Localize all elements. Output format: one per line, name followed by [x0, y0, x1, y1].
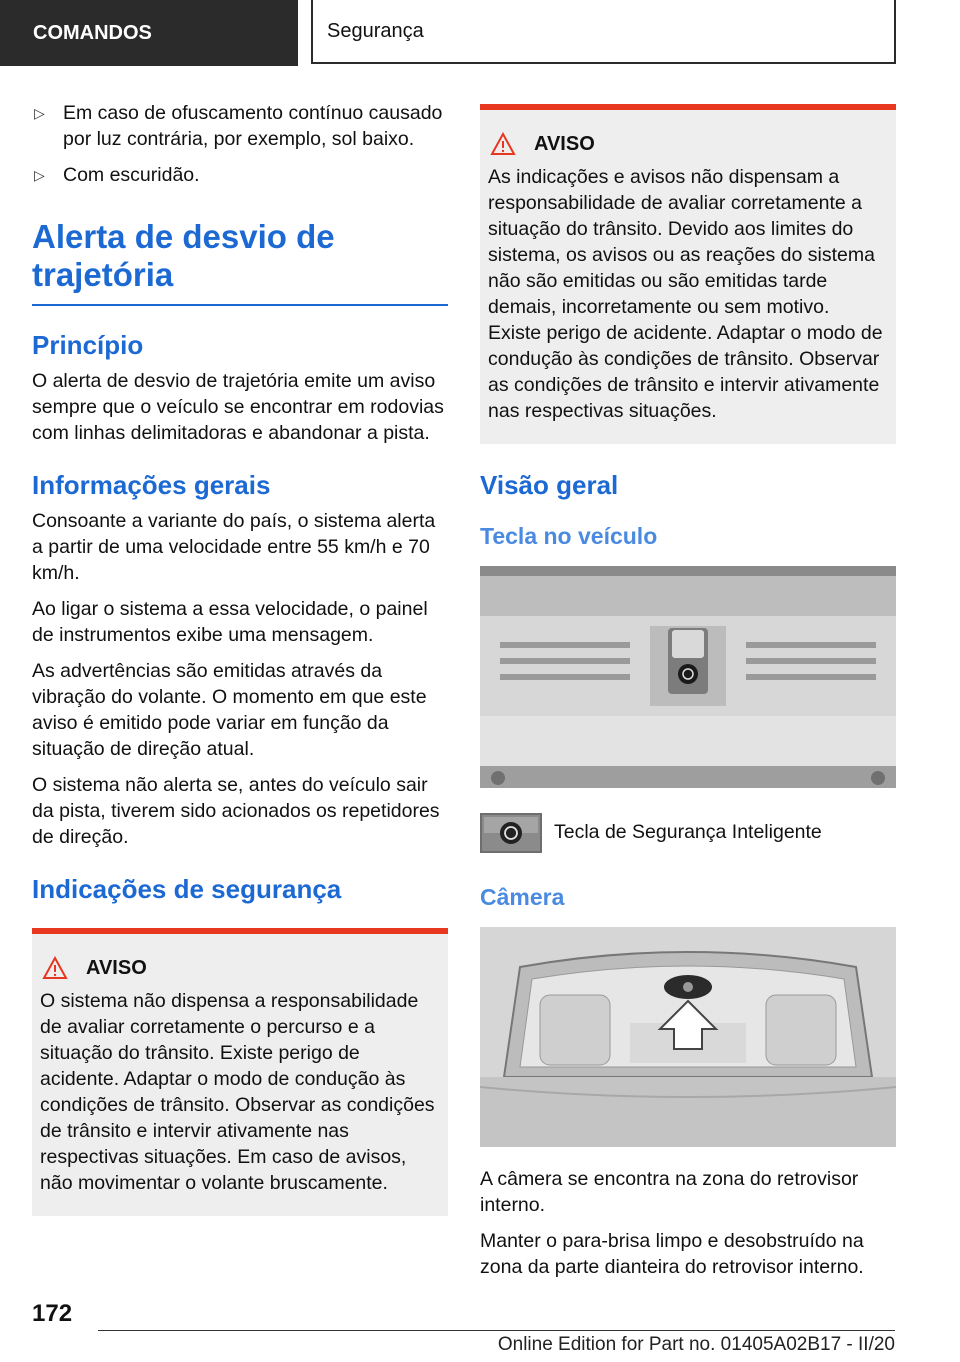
camera-paragraph: A câmera se encontra na zona do retrovisor interno. [480, 1168, 859, 1216]
key-legend [480, 813, 896, 853]
dashboard-key-photo [480, 566, 896, 788]
safety-heading: Indicações de segurança [32, 874, 342, 904]
warning-text: As indicações e avisos não dispensam a responsabilidade de avaliar corretamente a situação do trânsito. Devido aos limites do sistema, os avisos ou as reações do sistema não são emitidas ou são emitidas tarde demais, incorretamente ou sem motivo. Existe perigo de acidente. Adaptar o modo de condução às condições de trânsito. Observar as condições de trânsito e intervir ativamente nas respectivas situações. [488, 166, 883, 422]
warning-box [480, 104, 896, 444]
lock-button-icon [480, 813, 542, 853]
warning-box [32, 928, 448, 1216]
page-title: Alerta de desvio de trajetória [32, 218, 335, 293]
warning-triangle-icon [488, 132, 524, 156]
edition-note: Online Edition for Part no. 01405A02B17 - II/20 [497, 1334, 895, 1355]
principle-heading: Princípio [32, 330, 144, 360]
list-item [32, 100, 448, 152]
chapter-tab: COMANDOS [0, 0, 298, 66]
footer-divider [98, 1330, 895, 1331]
warning-title-text: AVISO [534, 132, 595, 155]
right-column [480, 104, 896, 1290]
general-paragraph: Ao ligar o sistema a essa velocidade, o painel de instrumentos exibe uma mensagem. [32, 598, 428, 646]
list-item-text: Em caso de ofuscamento contínuo causado por luz contrária, por exemplo, sol baixo. [63, 102, 443, 150]
rear-camera-photo [480, 927, 896, 1147]
section-title: Segurança [311, 0, 896, 64]
title-divider [32, 304, 448, 306]
page-number: 172 [32, 1300, 73, 1327]
general-paragraph: O sistema não alerta se, antes do veículo sair da pista, tiverem sido acionados os repetidores de direção. [32, 774, 440, 848]
page-header [0, 0, 960, 66]
warning-title [488, 132, 886, 156]
general-info-heading: Informações gerais [32, 470, 271, 500]
warning-triangle-icon [40, 956, 76, 980]
list-item [32, 162, 448, 188]
overview-heading: Visão geral [480, 470, 619, 500]
key-label: Tecla de Segurança Inteligente [554, 821, 822, 843]
triangle-bullet-icon: ▷ [34, 167, 45, 183]
warning-title [40, 956, 438, 980]
triangle-bullet-icon: ▷ [34, 105, 45, 121]
camera-paragraph: Manter o para-brisa limpo e desobstruído na zona da parte dianteira do retrovisor interno. [480, 1230, 864, 1278]
key-heading: Tecla no veículo [480, 523, 658, 549]
list-item-text: Com escuridão. [63, 164, 200, 186]
general-paragraph: As advertências são emitidas através da vibração do volante. O momento em que este aviso é emitido pode variar em função da situação de direção atual. [32, 660, 427, 760]
warning-text: O sistema não dispensa a responsabilidade de avaliar corretamente o percurso e a situação do trânsito. Existe perigo de acidente. Adaptar o modo de condução às condições de trânsito. Observar as condições de trânsito e intervir ativamente nas respectivas situações. Em caso de avisos, não movimentar o volante bruscamente. [40, 990, 435, 1194]
left-column [32, 100, 448, 1240]
general-paragraph: Consoante a variante do país, o sistema alerta a partir de uma velocidade entre 55 km/h e 70 km/h. [32, 510, 436, 584]
camera-heading: Câmera [480, 884, 565, 910]
warning-title-text: AVISO [86, 956, 147, 979]
principle-text: O alerta de desvio de trajetória emite um aviso sempre que o veículo se encontrar em rodovias com linhas delimitadoras e abandonar a pista. [32, 370, 444, 444]
